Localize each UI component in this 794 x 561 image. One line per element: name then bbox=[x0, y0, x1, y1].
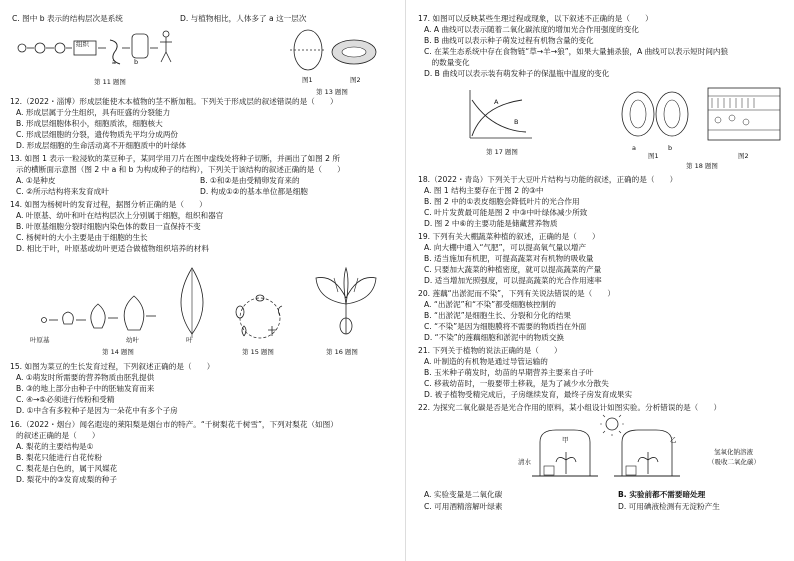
q17-option-b: B. B 曲线可以表示种子萌发过程有机物含量的变化 bbox=[424, 36, 594, 45]
fig15-bean-lifecycle bbox=[228, 290, 292, 346]
fig11-label-a: a bbox=[112, 58, 116, 66]
q13-option-a: A. ①是种皮 bbox=[16, 176, 56, 185]
fig22-label-absorb-co2: （吸收二氧化碳） bbox=[708, 458, 760, 466]
fig11-label-tissue: 组织 bbox=[76, 40, 89, 48]
q16-option-d: D. 梨花中的③发育成梨的种子 bbox=[16, 475, 118, 484]
fig22-label-jia: 甲 bbox=[562, 436, 569, 444]
q18-option-b: B. 图 2 中的①表皮细胞会降低叶片的光合作用 bbox=[424, 197, 580, 206]
q11-option-d: D. 与植物相比，人体多了 a 这一层次 bbox=[180, 14, 307, 23]
q22-option-b: B. 实验前都不需要暗处理 bbox=[618, 490, 706, 499]
q13-option-b: B. ①和②是由受精卵发育来的 bbox=[200, 176, 300, 185]
q17-option-a: A. A 曲线可以表示随着二氧化碳浓度的增加光合作用强度的变化 bbox=[424, 25, 639, 34]
fig11-caption: 第 11 题图 bbox=[94, 78, 126, 86]
fig22-label-naoh: 氢氧化钠溶液 bbox=[714, 448, 753, 456]
q22-option-d: D. 可用碘液检测有无淀粉产生 bbox=[618, 502, 720, 511]
fig11-label-b: b bbox=[134, 58, 139, 66]
fig14-label-leaf: 叶 bbox=[186, 336, 193, 344]
fig22-label-water: 清水 bbox=[518, 458, 531, 466]
fig22-label-yi: 乙 bbox=[670, 436, 677, 444]
q21-option-a: A. 叶制造的有机物是通过导管运输的 bbox=[424, 357, 548, 366]
q21-stem: 21. 下列关于植物的说法正确的是（ ） bbox=[418, 346, 562, 355]
q19-option-b: B. 适当施加有机肥，可提高蔬菜对有机物的吸收量 bbox=[424, 254, 594, 263]
q22-stem: 22. 为探究二氧化碳是否是光合作用的原料，某小组设计如图实验。分析错误的是（ ） bbox=[418, 403, 722, 412]
q19-option-d: D. 适当增加光照强度，可以提高蔬菜的光合作用速率 bbox=[424, 276, 602, 285]
q22-option-a: A. 实验变量是二氧化碳 bbox=[424, 490, 503, 499]
fig17-label-a: A bbox=[494, 98, 499, 106]
fig18-label-fig2: 图2 bbox=[738, 152, 749, 160]
q19-option-c: C. 只要加大蔬菜的种植密度，就可以提高蔬菜的产量 bbox=[424, 265, 602, 274]
q21-option-b: B. 玉米种子萌发时，幼苗的早期营养主要来自子叶 bbox=[424, 368, 594, 377]
q16-option-b: B. 梨花只能进行自花传粉 bbox=[16, 453, 102, 462]
fig11-structure-levels bbox=[14, 28, 214, 74]
fig18-label-a: a bbox=[632, 144, 636, 152]
q15-option-c: C. ④→⑤必须进行传粉和受精 bbox=[16, 395, 115, 404]
fig18-label-fig1: 图1 bbox=[648, 152, 659, 160]
fig14-label-young-leaf: 幼叶 bbox=[126, 336, 139, 344]
q16-stem-2: 的叙述正确的是（ ） bbox=[16, 431, 100, 440]
fig15-caption: 第 15 题图 bbox=[242, 348, 274, 356]
fig16-pear-flower bbox=[308, 264, 384, 346]
q14-option-d: D. 相比于叶，叶原基或幼叶更适合做植物组织培养的材料 bbox=[16, 244, 209, 253]
q14-option-b: B. 叶原基细胞分裂时细胞内染色体的数目一直保持不变 bbox=[16, 222, 201, 231]
q17-stem: 17. 如图可以反映某些生理过程或现象，以下叙述不正确的是（ ） bbox=[418, 14, 653, 23]
q12-option-b: B. 形成层细胞体积小，细胞质浓，细胞核大 bbox=[16, 119, 163, 128]
fig13-label-fig2: 图2 bbox=[350, 76, 361, 84]
q13-option-d: D. 构成①②的基本单位都是细胞 bbox=[200, 187, 308, 196]
fig13-bean-seed bbox=[280, 26, 390, 76]
fig18-label-b: b bbox=[668, 144, 673, 152]
q17-option-c-cont: 的数量变化 bbox=[424, 58, 470, 67]
q21-option-d: D. 被子植物受精完成后，子房继续发育，最终子房发育成果实 bbox=[424, 390, 633, 399]
q18-stem: 18.（2022・青岛）下列关于大豆叶片结构与功能的叙述，正确的是（ ） bbox=[418, 175, 678, 184]
q20-option-b: B. “出淤泥”是细胞生长、分裂和分化的结果 bbox=[424, 311, 571, 320]
q20-option-c: C. “不染”是因为细胞膜将不需要的物质挡在外面 bbox=[424, 322, 587, 331]
q15-option-d: D. ①中含有多粒种子是因为一朵花中有多个子房 bbox=[16, 406, 178, 415]
q20-option-d: D. “不染”的莲藕细胞和淤泥中的物质交换 bbox=[424, 333, 565, 342]
q18-option-d: D. 图 2 中⑥的主要功能是储藏营养物质 bbox=[424, 219, 558, 228]
fig18-leaf-structure bbox=[618, 84, 788, 146]
q17-option-c: C. 在某生态系统中存在食物链“草→羊→狼”，如果大量捕杀狼，A 曲线可以表示短时间内狼 bbox=[424, 47, 729, 56]
q15-stem: 15. 如图为菜豆的生长发育过程，下列叙述正确的是（ ） bbox=[10, 362, 215, 371]
q20-option-a: A. “出淤泥”和“不染”都受细胞核控制的 bbox=[424, 300, 556, 309]
q15-option-b: B. ③的地上部分由种子中的胚轴发育而来 bbox=[16, 384, 155, 393]
fig13-caption: 第 13 题图 bbox=[316, 88, 348, 96]
q13-stem-1: 13. 如图 1 表示一粒浸软的菜豆种子，某同学用刀片在图中虚线处将种子切断，并画出了如图 2 所 bbox=[10, 154, 340, 163]
q12-option-c: C. 形成层细胞的分裂，遗传物质先平均分成两份 bbox=[16, 130, 179, 139]
q13-stem-2: 示的横断面示意图（图 2 中 a 和 b 为构成种子的结构），下列关于该结构的叙述正确的是（ ） bbox=[16, 165, 345, 174]
fig17-curves bbox=[462, 86, 534, 144]
q14-stem: 14. 如图为杨树叶的发育过程，据图分析正确的是（ ） bbox=[10, 200, 207, 209]
q20-stem: 20. 莲藕“出淤泥而不染”，下列有关说法错误的是（ ） bbox=[418, 289, 616, 298]
q16-stem-1: 16.（2022・烟台）闻名遐迩的莱阳梨是烟台市的特产。“千树梨花千树雪”，下列对梨花（如图） bbox=[10, 420, 338, 429]
q17-option-d: D. B 曲线可以表示装有萌发种子的保温瓶中温度的变化 bbox=[424, 69, 610, 78]
q18-option-a: A. 图 1 结构主要存在于图 2 的③中 bbox=[424, 186, 544, 195]
q12-stem: 12.（2022・淄博）形成层能使木本植物的茎不断加粗。下列关于形成层的叙述错误的是（ ） bbox=[10, 97, 338, 106]
q19-stem: 19. 下列有关大棚蔬菜种植的叙述，正确的是（ ） bbox=[418, 232, 600, 241]
fig16-caption: 第 16 题图 bbox=[326, 348, 358, 356]
column-divider bbox=[405, 0, 406, 561]
q11-option-c: C. 图中 b 表示的结构层次是系统 bbox=[12, 14, 123, 23]
fig18-caption: 第 18 题图 bbox=[686, 162, 718, 170]
q16-option-c: C. 梨花是白色的，属于风媒花 bbox=[16, 464, 118, 473]
fig13-label-fig1: 图1 bbox=[302, 76, 313, 84]
q14-option-c: C. 杨树叶的大小主要是由于细胞的生长 bbox=[16, 233, 148, 242]
fig17-caption: 第 17 题图 bbox=[486, 148, 518, 156]
q12-option-d: D. 形成层细胞的生命活动离不开细胞质中的叶绿体 bbox=[16, 141, 187, 150]
fig14-caption: 第 14 题图 bbox=[102, 348, 134, 356]
q13-option-c: C. ②所示结构将来发育成叶 bbox=[16, 187, 109, 196]
q16-option-a: A. 梨花的主要结构是① bbox=[16, 442, 94, 451]
q15-option-a: A. ①萌发时所需要的营养物质由胚乳提供 bbox=[16, 373, 155, 382]
q12-option-a: A. 形成层属于分生组织，具有旺盛的分裂能力 bbox=[16, 108, 171, 117]
q19-option-a: A. 向大棚中通入“气肥”，可以提高氧气量以增产 bbox=[424, 243, 587, 252]
q18-option-c: C. 叶片发黄最可能是图 2 中③中叶绿体减少所致 bbox=[424, 208, 588, 217]
q14-option-a: A. 叶原基、幼叶和叶在结构层次上分别属于细胞，组织和器官 bbox=[16, 211, 224, 220]
fig17-label-b: B bbox=[514, 118, 519, 126]
q21-option-c: C. 移栽幼苗时，一般要带土移栽，是为了减少水分散失 bbox=[424, 379, 609, 388]
fig22-co2-experiment bbox=[518, 414, 708, 484]
fig14-leaf-development bbox=[32, 262, 222, 340]
q22-option-c: C. 可用酒精溶解叶绿素 bbox=[424, 502, 503, 511]
fig14-label-primordium: 叶原基 bbox=[30, 336, 50, 344]
